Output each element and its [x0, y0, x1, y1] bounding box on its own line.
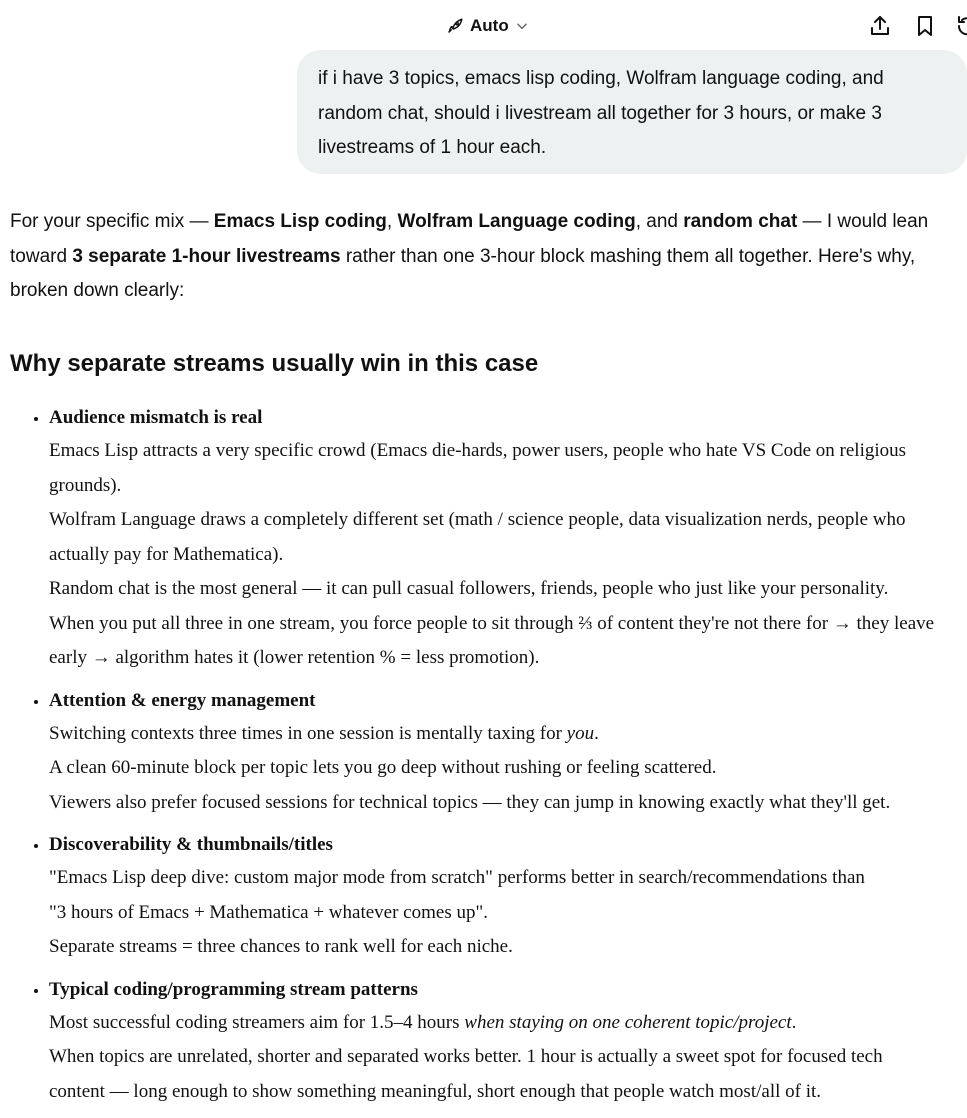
list-item: • Attention & energy management Switching contexts three times in one session is mentally taxing for you. A clean 60-minute block per topic lets you go deep without rushing or feeling scattered. Viewers also prefer focused sessions for technical topics — they can jump in knowing exactly what they'll get. — [49, 685, 967, 821]
response-intro: For your specific mix — Emacs Lisp coding, Wolfram Language coding, and random chat — I would lean toward 3 separate 1-hour livestreams rather than one 3-hour block mashing them all together. Here's why, broken down clearly: — [10, 211, 929, 301]
model-label: Auto — [470, 16, 509, 35]
chevron-down-icon — [515, 19, 529, 33]
topic-wolfram: Wolfram Language coding — [397, 211, 636, 232]
regenerate-icon[interactable] — [955, 14, 967, 38]
model-selector[interactable] — [446, 14, 529, 38]
user-message-bubble — [297, 50, 967, 174]
topic-emacs: Emacs Lisp coding — [213, 211, 387, 232]
top-bar — [0, 0, 967, 52]
bookmark-icon[interactable] — [913, 14, 937, 38]
point-title: • Attention & energy management — [49, 689, 316, 711]
rocket-icon — [446, 17, 464, 35]
list-item: • Audience mismatch is real Emacs Lisp attracts a very specific crowd (Emacs die-hards, power users, people who hate VS Code on religious grounds). Wolfram Language draws a completely different set (math / science people, data visualization nerds, people who actually pay for Mathematica). Random chat is the most general — it can pull casual followers, friends, people who just like your personality. When you put all three in one stream, you force people to sit through ⅔ of content they're not there for → they leave early → algorithm hates it (lower retention % = less promotion). — [49, 402, 967, 676]
assistant-response — [10, 205, 967, 1102]
topic-random-chat: random chat — [683, 211, 798, 232]
list-item: • Discoverability & thumbnails/titles "Emacs Lisp deep dive: custom major mode from scratch" performs better in search/recommendations than "3 hours of Emacs + Mathematica + whatever comes up". Separate streams = three chances to rank well for each niche. — [49, 829, 967, 965]
share-icon[interactable] — [868, 14, 892, 38]
user-message-line: random chat, should i livestream all together for 3 hours, or make 3 — [318, 102, 882, 124]
list-item: • Typical coding/programming stream patterns Most successful coding streamers aim for 1.5–4 hours when staying on one coherent topic/project. When topics are unrelated, shorter and separated works better. 1 hour is actually a sweet spot for focused tech content — long enough to show something meaningful, short enough that people watch most/all of it. — [49, 974, 967, 1110]
user-message-line: livestreams of 1 hour each. — [318, 137, 547, 158]
user-message-line: if i have 3 topics, emacs lisp coding, Wolfram language coding, and — [318, 68, 884, 89]
point-title: • Audience mismatch is real — [49, 407, 263, 428]
recommendation: 3 separate 1-hour livestreams — [72, 245, 341, 267]
section-heading: Why separate streams usually win in this case — [10, 350, 539, 377]
point-title: • Discoverability & thumbnails/titles — [49, 834, 333, 855]
points-list — [10, 402, 967, 1118]
point-title: • Typical coding/programming stream patterns — [49, 978, 418, 1000]
